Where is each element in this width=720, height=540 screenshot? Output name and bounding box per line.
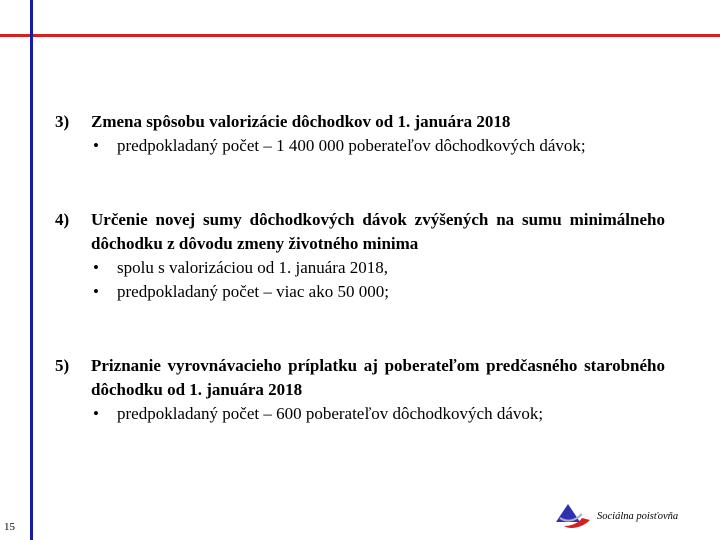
bullet-icon: • xyxy=(93,282,99,301)
item-number: 3) xyxy=(55,112,70,131)
bullet-icon: • xyxy=(93,404,99,423)
bullet-item xyxy=(91,134,665,158)
bullet-item xyxy=(91,402,665,426)
item-number: 4) xyxy=(55,210,70,229)
item-heading: Určenie novej sumy dôchodkových dávok zvýšených na sumu minimálneho dôchodku z dôvodu zmeny životného minima xyxy=(91,210,665,253)
bullet-item xyxy=(91,256,665,280)
bullet-item xyxy=(91,280,665,304)
top-red-rule xyxy=(0,34,720,37)
bullet-text: predpokladaný počet – 1 400 000 poberateľov dôchodkových dávok; xyxy=(117,136,586,155)
bullet-text: predpokladaný počet – 600 poberateľov dôchodkových dávok; xyxy=(117,404,544,423)
bullet-text: predpokladaný počet – viac ako 50 000; xyxy=(117,282,389,301)
bullet-text: spolu s valorizáciou od 1. januára 2018, xyxy=(117,258,388,277)
list-item xyxy=(55,354,665,426)
item-heading: Priznanie vyrovnávacieho príplatku aj poberateľom predčasného starobného dôchodku od 1. januára 2018 xyxy=(91,356,665,399)
left-blue-rule xyxy=(30,0,33,540)
item-number: 5) xyxy=(55,356,70,375)
brand-name: Sociálna poisťovňa xyxy=(597,511,679,522)
list-item xyxy=(55,208,665,304)
page-number: 15 xyxy=(4,521,15,533)
bullet-icon: • xyxy=(93,258,99,277)
item-heading: Zmena spôsobu valorizácie dôchodkov od 1. januára 2018 xyxy=(91,112,511,131)
list-item xyxy=(55,110,665,158)
bullet-icon: • xyxy=(93,136,99,155)
slide-content xyxy=(55,110,665,426)
social-insurance-logo-icon xyxy=(552,500,594,530)
